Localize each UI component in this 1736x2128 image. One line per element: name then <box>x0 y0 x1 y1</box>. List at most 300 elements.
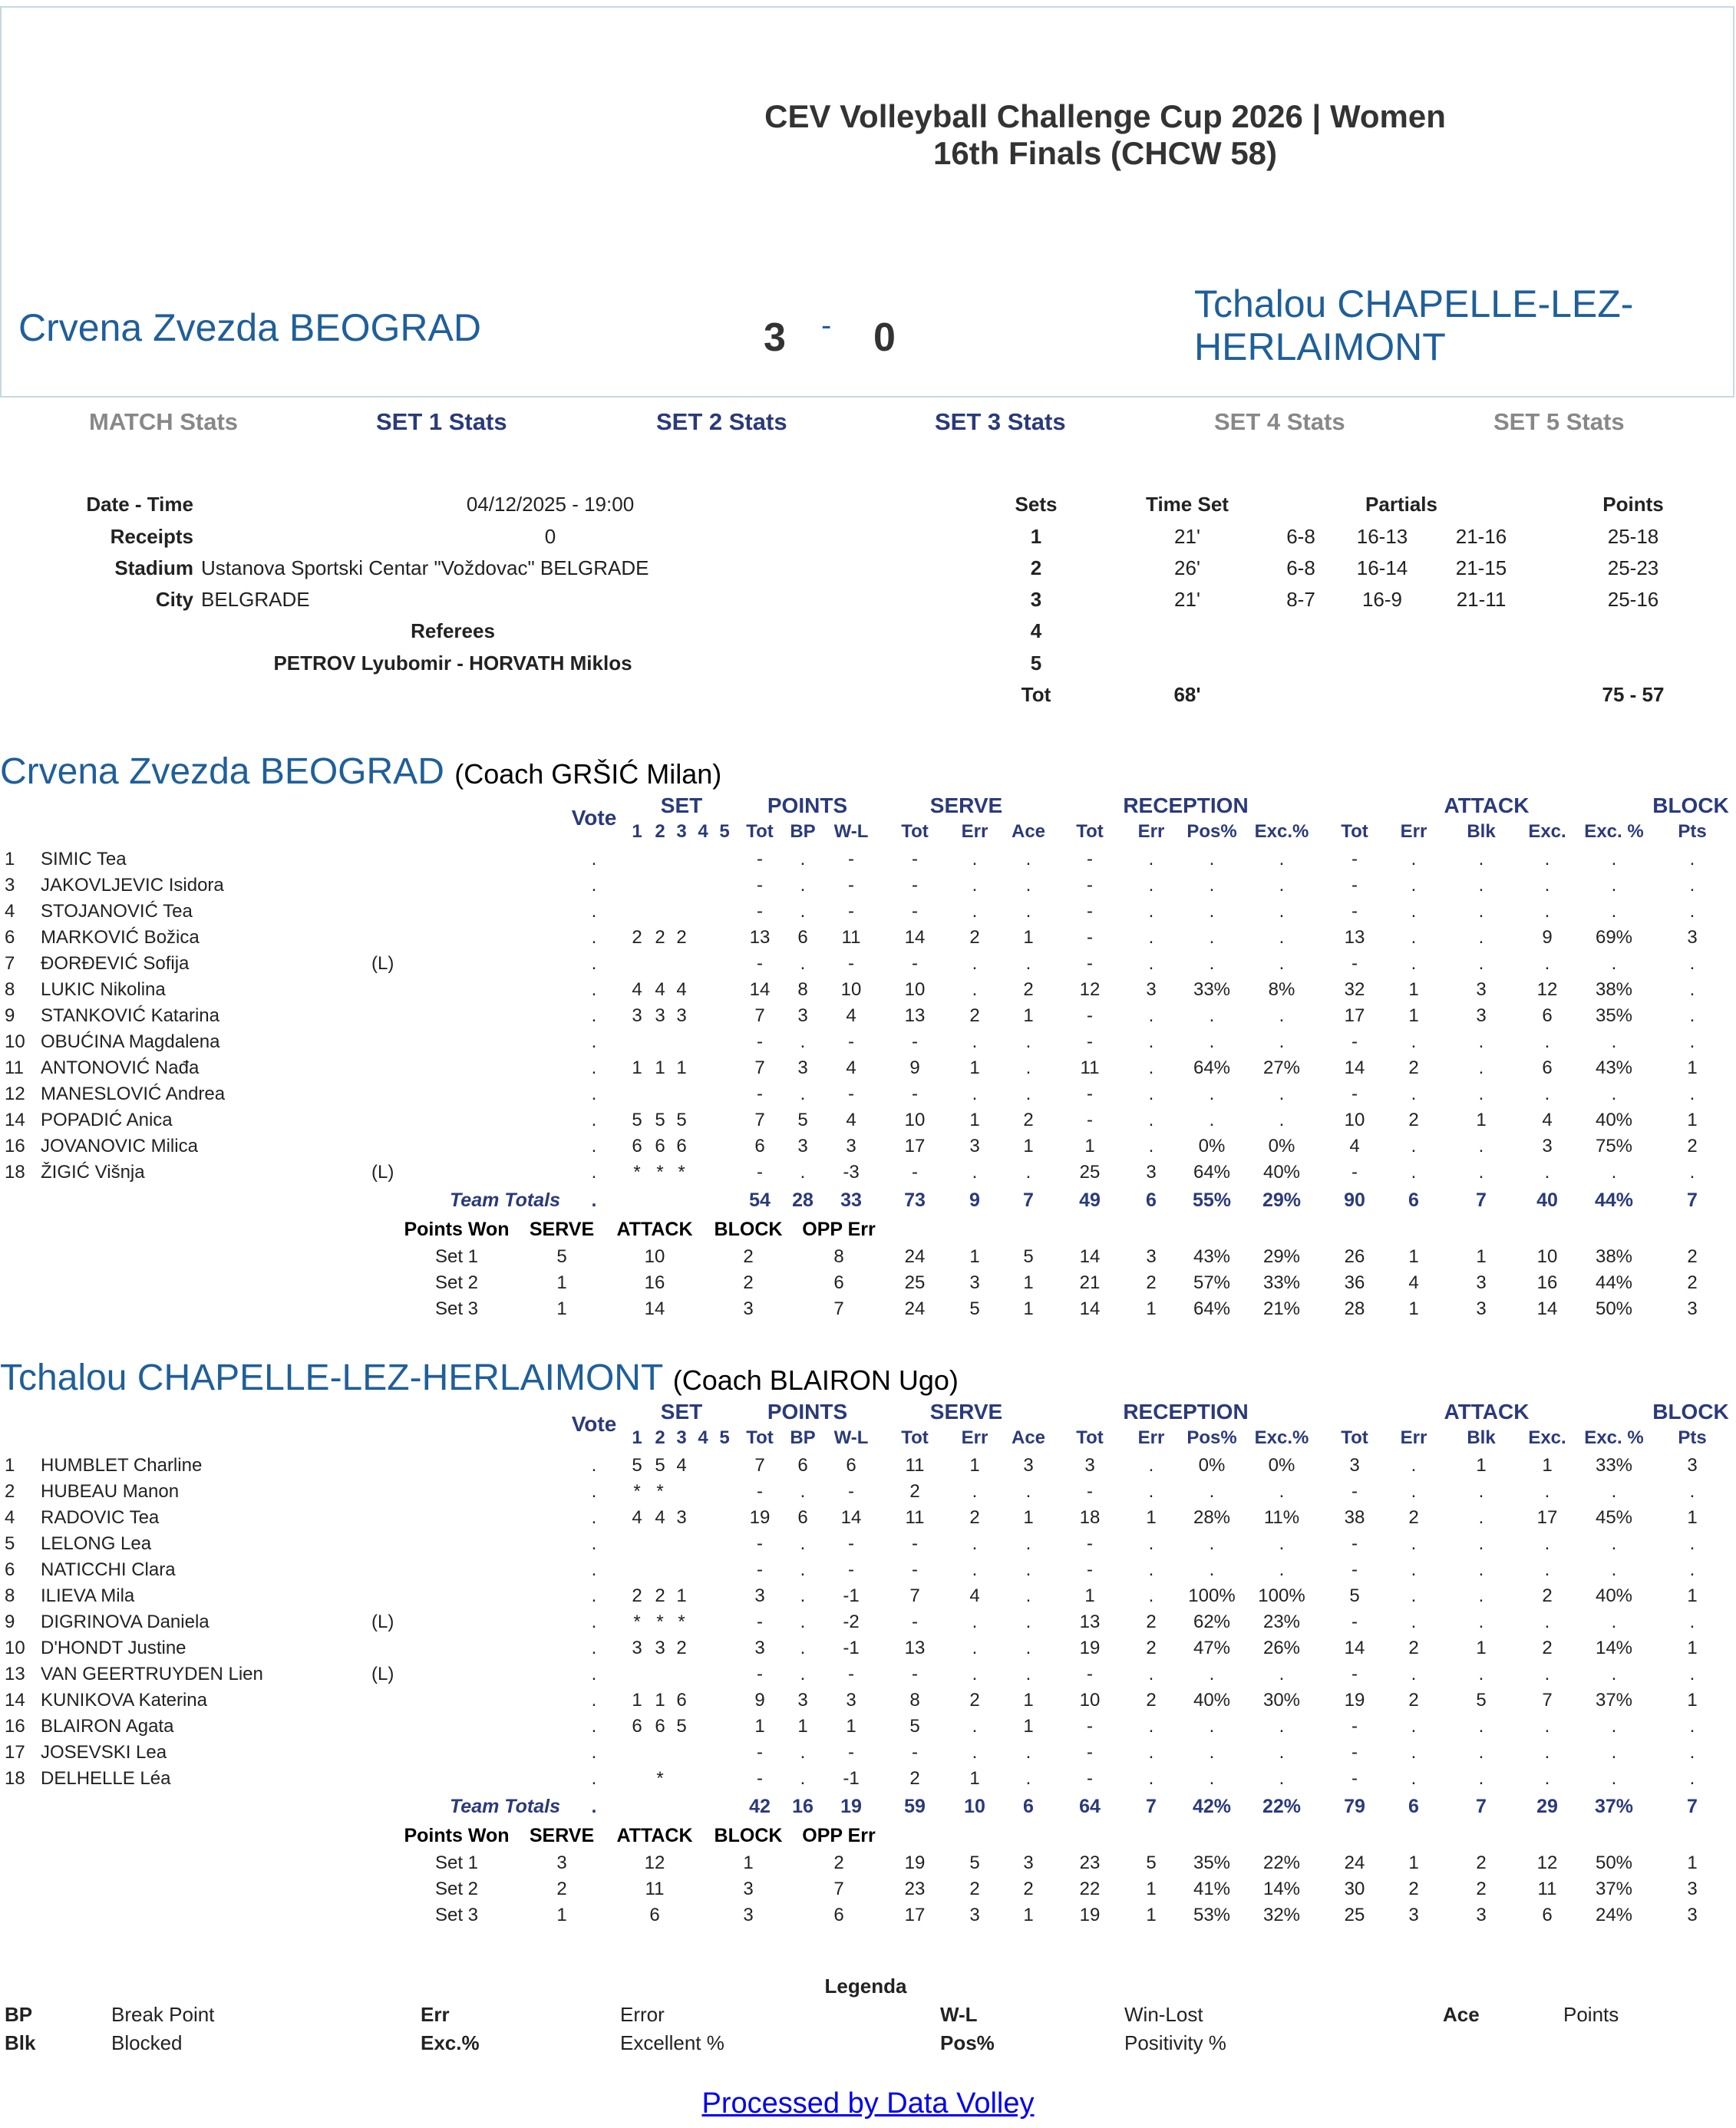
stat-cell: 5 <box>797 1110 808 1130</box>
stat-cell: . <box>1025 1533 1031 1554</box>
stat-cell: 4 <box>632 979 642 1000</box>
stat-cell: . <box>1148 927 1154 948</box>
stat-cell: 1 <box>969 1110 980 1130</box>
stat-cell: . <box>1148 1585 1154 1606</box>
stat-cell: . <box>1279 1031 1285 1052</box>
stat-cell: 19 <box>1079 1638 1101 1658</box>
stat-cell: -3 <box>843 1162 860 1183</box>
stat-cell: - <box>757 1664 763 1684</box>
points-won-cell: 1 <box>1023 1272 1034 1293</box>
team-total-cell: 54 <box>749 1189 771 1211</box>
sets-cell: 68' <box>1173 683 1201 706</box>
stat-cell: 2 <box>1408 1507 1419 1528</box>
stat-cell: . <box>1478 1507 1484 1528</box>
stat-cell: . <box>1478 1585 1484 1606</box>
stat-cell: . <box>591 1507 597 1528</box>
stat-cell: 11% <box>1263 1507 1300 1528</box>
stat-cell: 5 <box>676 1716 687 1737</box>
player-number: 8 <box>5 1585 15 1606</box>
stat-cell: . <box>800 1031 806 1052</box>
stat-cell: - <box>1087 1031 1093 1052</box>
column-sub-header: BP <box>790 1427 816 1448</box>
stat-cell: 1 <box>676 1057 687 1078</box>
stat-cell: 4 <box>846 1057 856 1078</box>
stat-cell: 3 <box>1687 927 1698 948</box>
stat-cell: * <box>633 1612 641 1632</box>
stat-cell: 1 <box>1687 1690 1698 1711</box>
stat-cell: 2 <box>655 1585 665 1606</box>
team-total-cell: 6 <box>1146 1189 1157 1211</box>
stat-cell: 3 <box>1023 1455 1034 1476</box>
stat-cell: 3 <box>655 1638 665 1658</box>
stat-cell: 3 <box>676 1507 687 1528</box>
points-won-cell: 14 <box>644 1298 665 1319</box>
column-sub-header: Exc. <box>1528 821 1566 842</box>
points-won-cell: 53% <box>1193 1905 1231 1925</box>
stat-cell: 25 <box>1079 1162 1101 1183</box>
team1-name <box>0 751 721 793</box>
team-total-cell: 7 <box>1146 1796 1157 1817</box>
team-total-cell: 33 <box>840 1189 862 1211</box>
data-volley-link[interactable]: Processed by Data Volley <box>701 2087 1035 2120</box>
title-line-1: CEV Volleyball Challenge Cup 2026 | Women <box>764 98 1446 134</box>
column-group-header: ATTACK <box>1444 1400 1530 1424</box>
team-totals-label: Team Totals <box>449 1189 560 1211</box>
stat-cell: - <box>912 1533 918 1554</box>
stat-cell: . <box>1411 1136 1417 1156</box>
stat-cell: . <box>1148 953 1154 974</box>
team-total-cell: 29% <box>1262 1189 1302 1211</box>
column-group-header: BLOCK <box>1652 793 1729 817</box>
tab-set4-stats[interactable]: SET 4 Stats <box>1214 408 1345 435</box>
points-won-cell: 14 <box>1079 1246 1101 1267</box>
stat-cell: . <box>1689 875 1695 896</box>
stat-cell: 0% <box>1268 1136 1295 1156</box>
stat-cell: 14 <box>904 927 926 948</box>
stat-cell: 6 <box>676 1136 687 1156</box>
column-sub-header: Tot <box>1076 1427 1104 1448</box>
stat-cell: . <box>972 1084 978 1104</box>
stat-cell: . <box>1025 1057 1031 1078</box>
stat-cell: . <box>1478 1533 1484 1554</box>
stat-cell: . <box>1279 1716 1285 1737</box>
stat-cell: 1 <box>1476 1455 1487 1476</box>
stat-cell: 9 <box>909 1057 920 1078</box>
stat-cell: . <box>800 875 806 896</box>
stat-cell: . <box>1025 1559 1031 1580</box>
stat-cell: 69% <box>1595 927 1633 948</box>
stat-cell: . <box>1411 1612 1417 1632</box>
stat-cell: . <box>1478 849 1484 869</box>
stat-cell: 2 <box>1023 1110 1034 1130</box>
points-won-cell: 1 <box>556 1272 567 1293</box>
player-name: STOJANOVIĆ Tea <box>41 901 193 922</box>
stat-cell: 10 <box>840 979 862 1000</box>
team-total-cell: . <box>591 1189 597 1211</box>
points-won-cell: 29% <box>1262 1246 1301 1267</box>
stat-cell: . <box>1478 1481 1484 1502</box>
team-total-cell: 6 <box>1023 1796 1034 1817</box>
stat-cell: - <box>912 1612 918 1632</box>
stat-cell: 3 <box>846 1690 856 1711</box>
legend-desc: Positivity % <box>1124 2031 1226 2054</box>
player-name: JOVANOVIC Milica <box>41 1136 198 1156</box>
player-number: 10 <box>5 1638 25 1658</box>
column-sub-header: 3 <box>676 821 687 842</box>
points-won-cell: 44% <box>1595 1272 1633 1293</box>
stat-cell: 3 <box>1349 1455 1360 1476</box>
stat-cell: . <box>1689 953 1695 974</box>
points-won-cell: 1 <box>556 1905 567 1925</box>
stat-cell: . <box>1209 1110 1215 1130</box>
stat-cell: . <box>591 875 597 896</box>
tab-set1-stats[interactable]: SET 1 Stats <box>376 408 507 435</box>
stat-cell: . <box>1148 1768 1154 1789</box>
away-score: 0 <box>873 315 896 360</box>
column-sub-header: Pts <box>1678 1427 1707 1448</box>
player-number: 2 <box>5 1481 15 1502</box>
stat-cell: 6 <box>797 927 808 948</box>
stat-cell: - <box>912 1742 918 1763</box>
sets-cell: 21-16 <box>1455 525 1507 548</box>
stat-cell: 11 <box>905 1455 925 1476</box>
stat-cell: . <box>1411 1533 1417 1554</box>
stat-cell: 1 <box>797 1716 808 1737</box>
stat-cell: 14% <box>1595 1638 1633 1658</box>
title-line-2: 16th Finals (CHCW 58) <box>932 135 1278 171</box>
stat-cell: 28% <box>1193 1507 1231 1528</box>
stat-cell: 100% <box>1188 1585 1236 1606</box>
stat-cell: . <box>1025 1768 1031 1789</box>
stat-cell: . <box>591 849 597 869</box>
stat-cell: . <box>1544 1162 1550 1183</box>
stat-cell: . <box>1689 979 1695 1000</box>
stat-cell: 38 <box>1344 1507 1365 1528</box>
stat-cell: 33% <box>1193 979 1231 1000</box>
column-sub-header: W-L <box>833 821 869 842</box>
stat-cell: - <box>912 1162 918 1183</box>
stat-cell: 47% <box>1193 1638 1231 1658</box>
stat-cell: . <box>1544 1742 1550 1763</box>
tab-set2-stats[interactable]: SET 2 Stats <box>656 408 787 435</box>
stat-cell: . <box>1411 1084 1417 1104</box>
points-won-cell: 25 <box>1344 1905 1365 1925</box>
stat-cell: - <box>1352 1533 1358 1554</box>
stat-cell: . <box>1279 1533 1285 1554</box>
stat-cell: - <box>1087 1533 1093 1554</box>
stat-cell: . <box>591 1110 597 1130</box>
stat-cell: 30% <box>1262 1690 1301 1711</box>
column-group-header: SET <box>660 793 703 817</box>
stat-cell: . <box>1611 1612 1617 1632</box>
stat-cell: . <box>591 953 597 974</box>
stat-cell: 10 <box>904 1110 926 1130</box>
points-won-cell: 41% <box>1193 1879 1231 1899</box>
column-sub-header: 5 <box>719 1427 730 1448</box>
team-total-cell: 9 <box>969 1189 980 1211</box>
stat-cell: 5 <box>632 1455 642 1476</box>
points-won-header: OPP Err <box>802 1825 876 1846</box>
points-won-cell: 1 <box>556 1298 567 1319</box>
points-won-cell: 1 <box>1476 1246 1487 1267</box>
points-won-cell: 5 <box>969 1853 980 1873</box>
stat-cell: - <box>757 875 763 896</box>
points-won-header: Points Won <box>404 1219 510 1240</box>
points-won-cell: 24 <box>904 1246 926 1267</box>
stat-cell: 17 <box>904 1136 926 1156</box>
stat-cell: . <box>972 1612 978 1632</box>
stat-cell: - <box>1087 953 1093 974</box>
points-won-cell: 6 <box>649 1905 660 1925</box>
stat-cell: - <box>1352 1084 1358 1104</box>
team-total-cell: 7 <box>1023 1189 1034 1211</box>
stat-cell: . <box>1279 1742 1285 1763</box>
stat-cell: . <box>1689 1162 1695 1183</box>
stat-cell: . <box>1279 901 1285 922</box>
stat-cell: . <box>1025 1084 1031 1104</box>
stat-cell: . <box>1209 1481 1215 1502</box>
stat-cell: 1 <box>676 1585 687 1606</box>
stat-cell: 4 <box>969 1585 980 1606</box>
stat-cell: . <box>1148 1031 1154 1052</box>
stat-cell: - <box>757 1612 763 1632</box>
stat-cell: 100% <box>1258 1585 1305 1606</box>
stat-cell: 14 <box>840 1507 862 1528</box>
stat-cell: 1 <box>632 1690 642 1711</box>
stat-cell: 3 <box>1146 1162 1157 1183</box>
column-sub-header: Ace <box>1011 821 1046 842</box>
points-won-cell: 14% <box>1262 1879 1301 1899</box>
stat-cell: . <box>1279 927 1285 948</box>
stat-cell: . <box>591 1533 597 1554</box>
points-won-cell: 3 <box>743 1905 754 1925</box>
stat-cell: . <box>972 1031 978 1052</box>
column-sub-header: Err <box>1137 1427 1165 1448</box>
sets-cell: 6-8 <box>1286 525 1315 548</box>
stat-cell: - <box>757 1481 763 1502</box>
stat-cell: 2 <box>1408 1110 1419 1130</box>
stat-cell: 62% <box>1193 1612 1231 1632</box>
team-totals-label: Team Totals <box>449 1796 560 1817</box>
column-sub-header: 2 <box>655 821 665 842</box>
stadium-label: Stadium <box>114 556 193 579</box>
stat-cell: 11 <box>905 1507 925 1528</box>
column-sub-header: Tot <box>901 1427 929 1448</box>
column-sub-header: Err <box>1400 821 1427 842</box>
column-group-header: BLOCK <box>1652 1400 1729 1424</box>
stat-cell: 9 <box>754 1690 765 1711</box>
player-number: 3 <box>5 875 15 896</box>
stat-cell: 3 <box>1687 1455 1698 1476</box>
points-won-cell: 2 <box>1476 1879 1487 1899</box>
legend-title: Legenda <box>824 1975 907 1998</box>
stat-cell: 4 <box>632 1507 642 1528</box>
points-won-cell: 2 <box>969 1879 980 1899</box>
sets-header: Time Set <box>1146 493 1229 516</box>
coach-name: (Coach GRŠIĆ Milan) <box>454 758 722 790</box>
points-won-cell: 1 <box>1408 1853 1419 1873</box>
home-score: 3 <box>764 315 786 360</box>
stat-cell: 18 <box>1079 1507 1101 1528</box>
stat-cell: . <box>1279 1768 1285 1789</box>
points-won-cell: Set 1 <box>434 1246 479 1267</box>
stat-cell: - <box>848 1481 854 1502</box>
stat-cell: - <box>757 1768 763 1789</box>
stat-cell: - <box>848 1664 854 1684</box>
stat-cell: - <box>912 901 918 922</box>
column-sub-header: Exc. % <box>1584 1427 1644 1448</box>
stat-cell: - <box>1087 1481 1093 1502</box>
stat-cell: . <box>591 1585 597 1606</box>
stat-cell: . <box>1279 1481 1285 1502</box>
stat-cell: 6 <box>846 1455 856 1476</box>
stat-cell: . <box>1611 953 1617 974</box>
stat-cell: . <box>1411 1585 1417 1606</box>
stat-cell: * <box>633 1481 641 1502</box>
stat-cell: 2 <box>655 927 665 948</box>
points-won-cell: 25 <box>904 1272 926 1293</box>
stat-cell: . <box>1478 1716 1484 1737</box>
stat-cell: 2 <box>1408 1690 1419 1711</box>
stat-cell: . <box>972 1638 978 1658</box>
stat-cell: - <box>848 1084 854 1104</box>
sets-cell: 1 <box>1030 525 1042 548</box>
points-won-header: ATTACK <box>616 1825 693 1846</box>
legend-key: W-L <box>940 2003 978 2026</box>
stat-cell: . <box>972 1481 978 1502</box>
stat-cell: . <box>1544 875 1550 896</box>
player-number: 12 <box>5 1084 25 1104</box>
stat-cell: . <box>1209 1005 1215 1026</box>
points-won-cell: 1 <box>1146 1905 1157 1925</box>
stat-cell: 6 <box>797 1507 808 1528</box>
stat-cell: . <box>1025 1664 1031 1684</box>
points-won-cell: 7 <box>833 1879 844 1899</box>
stat-cell: 3 <box>1476 1005 1487 1026</box>
team-total-cell: 59 <box>904 1796 926 1817</box>
stat-cell: . <box>800 849 806 869</box>
stat-cell: . <box>972 1533 978 1554</box>
stat-cell: . <box>1544 1084 1550 1104</box>
stat-cell: . <box>591 1136 597 1156</box>
stat-cell: 5 <box>655 1110 665 1130</box>
stat-cell: - <box>1087 849 1093 869</box>
stat-cell: . <box>1025 953 1031 974</box>
points-won-cell: 1 <box>1146 1298 1157 1319</box>
stat-cell: . <box>1611 1481 1617 1502</box>
points-won-cell: 10 <box>644 1246 665 1267</box>
stat-cell: 40% <box>1262 1162 1301 1183</box>
column-sub-header: 3 <box>676 1427 687 1448</box>
player-name: JOSEVSKI Lea <box>41 1742 167 1763</box>
player-name: ĐORĐEVIĆ Sofija <box>41 953 190 974</box>
stat-cell: - <box>1352 1716 1358 1737</box>
tab-set5-stats[interactable]: SET 5 Stats <box>1493 408 1625 435</box>
stat-cell: 19 <box>749 1507 771 1528</box>
column-sub-header: 4 <box>698 1427 708 1448</box>
player-number: 6 <box>5 1559 15 1580</box>
stat-cell: 13 <box>904 1005 926 1026</box>
stat-cell: 3 <box>632 1005 642 1026</box>
stat-cell: . <box>1148 849 1154 869</box>
points-won-cell: 24 <box>904 1298 926 1319</box>
column-sub-header: Err <box>1137 821 1165 842</box>
points-won-cell: 6 <box>833 1272 844 1293</box>
stat-cell: * <box>678 1612 685 1632</box>
team-total-cell: 79 <box>1344 1796 1365 1817</box>
stat-cell: . <box>1411 1768 1417 1789</box>
player-number: 16 <box>5 1136 25 1156</box>
points-won-cell: 2 <box>556 1879 567 1899</box>
team-total-cell: 37% <box>1594 1796 1634 1817</box>
stat-cell: 3 <box>1146 979 1157 1000</box>
stat-cell: . <box>800 953 806 974</box>
points-won-cell: Set 3 <box>434 1298 479 1319</box>
stat-cell: 9 <box>1542 927 1553 948</box>
stat-cell: . <box>591 1559 597 1580</box>
libero-flag: (L) <box>371 1162 394 1183</box>
stat-cell: . <box>972 1162 978 1183</box>
player-name: LUKIC Nikolina <box>41 979 166 1000</box>
stat-cell: -2 <box>843 1612 860 1632</box>
stat-cell: . <box>591 979 597 1000</box>
stat-cell: . <box>1611 1664 1617 1684</box>
stat-cell: 1 <box>1146 1507 1157 1528</box>
stat-cell: 35% <box>1595 1005 1633 1026</box>
stat-cell: . <box>1689 1612 1695 1632</box>
stat-cell: 2 <box>969 1507 980 1528</box>
stat-cell: . <box>1148 1455 1154 1476</box>
team-total-cell: 6 <box>1408 1796 1419 1817</box>
stat-cell: . <box>972 849 978 869</box>
score-dash: - <box>821 308 832 342</box>
stat-cell: . <box>1478 1136 1484 1156</box>
tab-set3-stats[interactable]: SET 3 Stats <box>935 408 1066 435</box>
player-name: POPADIĆ Anica <box>41 1110 173 1130</box>
stat-cell: 1 <box>1687 1507 1698 1528</box>
stat-cell: 6 <box>655 1136 665 1156</box>
stat-cell: . <box>800 1481 806 1502</box>
stat-cell: . <box>1148 1084 1154 1104</box>
points-won-cell: 64% <box>1193 1298 1231 1319</box>
stat-cell: . <box>1411 1031 1417 1052</box>
player-name: STANKOVIĆ Katarina <box>41 1005 219 1026</box>
points-won-cell: 2 <box>833 1853 844 1873</box>
legend-key: Pos% <box>940 2031 995 2054</box>
stat-cell: 10 <box>1079 1690 1101 1711</box>
column-sub-header: Exc. % <box>1584 821 1644 842</box>
player-number: 9 <box>5 1612 15 1632</box>
sets-cell: 2 <box>1030 556 1042 579</box>
player-name: DIGRINOVA Daniela <box>41 1612 210 1632</box>
points-won-cell: 32% <box>1262 1905 1301 1925</box>
sets-header: Partials <box>1365 493 1437 516</box>
stat-cell: . <box>1544 849 1550 869</box>
team-total-cell: 42% <box>1192 1796 1232 1817</box>
column-group-header: SET <box>660 1400 703 1424</box>
column-sub-header: Tot <box>1076 821 1104 842</box>
points-won-cell: 14 <box>1079 1298 1101 1319</box>
stat-cell: . <box>1411 849 1417 869</box>
stat-cell: . <box>1478 1742 1484 1763</box>
stat-cell: 1 <box>969 1057 980 1078</box>
stat-cell: - <box>1352 1612 1358 1632</box>
stat-cell: 13 <box>1079 1612 1101 1632</box>
tab-match-stats[interactable]: MATCH Stats <box>89 408 239 435</box>
stat-cell: . <box>1411 927 1417 948</box>
city-label: City <box>155 588 193 611</box>
column-sub-header: Exc.% <box>1254 821 1309 842</box>
